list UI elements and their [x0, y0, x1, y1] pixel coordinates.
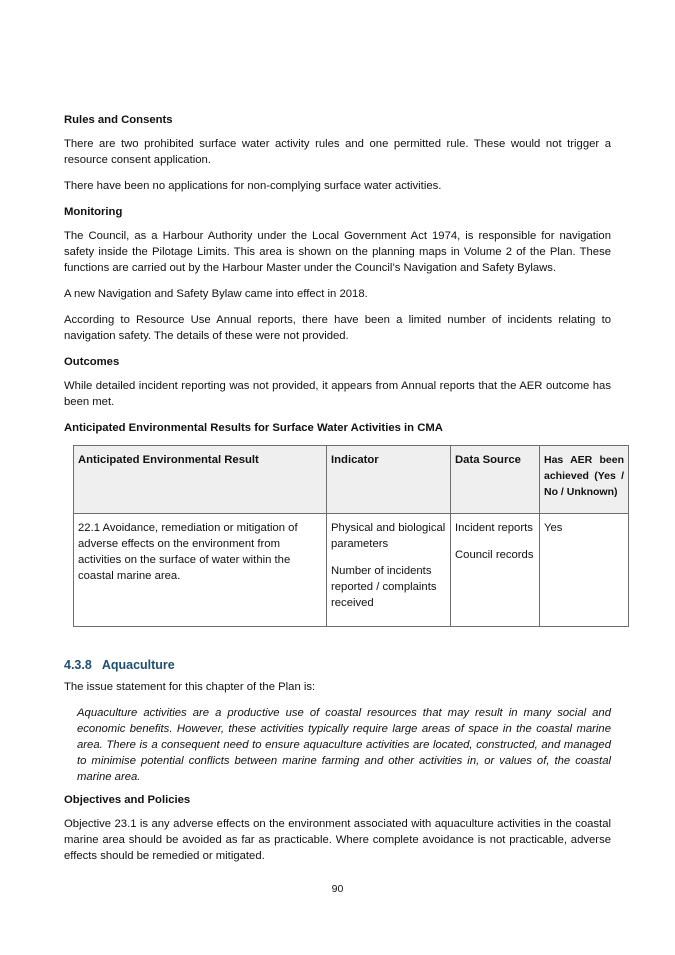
section-heading — [64, 657, 611, 673]
monitoring-heading: Monitoring — [64, 206, 123, 218]
rules-paragraph-1: There are two prohibited surface water activity rules and one permitted rule. These would not trigger a resource consent application. — [64, 138, 611, 166]
table-header-row — [74, 446, 629, 514]
source-line-1: Incident reports — [455, 522, 533, 534]
table-header-result: Anticipated Environmental Result — [74, 446, 327, 514]
cell-achieved: Yes — [540, 514, 629, 627]
indicator-line-1: Physical and biological parameters — [331, 522, 446, 550]
page-number: 90 — [331, 883, 344, 895]
table-title: Anticipated Environmental Results for Surface Water Activities in CMA — [64, 422, 443, 434]
table-header-source: Data Source — [451, 446, 540, 514]
page-content — [64, 112, 624, 874]
issue-statement-quote: Aquaculture activities are a productive use of coastal resources that may result in many social and economic benefits. However, these activities typically require large areas of space in the coastal marine area. There is a consequent need to ensure aquaculture activities are located, constructed, and managed to minimise potential conflicts between marine farming and other activities in, or values of, the coastal marine area. — [77, 707, 611, 783]
section-intro: The issue statement for this chapter of the Plan is: — [64, 681, 316, 693]
aer-table — [73, 445, 629, 627]
monitoring-paragraph-2: A new Navigation and Safety Bylaw came into effect in 2018. — [64, 288, 368, 300]
objectives-heading: Objectives and Policies — [64, 794, 191, 806]
outcomes-paragraph: While detailed incident reporting was not provided, it appears from Annual reports that the AER outcome has been met. — [64, 380, 611, 408]
cell-indicator — [327, 514, 451, 627]
section-title: Aquaculture — [101, 658, 175, 672]
indicator-line-2: Number of incidents reported / complaints received — [331, 565, 437, 609]
objectives-paragraph: Objective 23.1 is any adverse effects on the environment associated with aquaculture activities in the coastal marine area should be avoided as far as practicable. Where complete avoidance is not practicable, adverse effects should be remedied or mitigated. — [64, 818, 611, 862]
table-row — [74, 514, 629, 627]
table-header-indicator: Indicator — [327, 446, 451, 514]
source-line-2: Council records — [455, 549, 534, 561]
rules-paragraph-2: There have been no applications for non-complying surface water activities. — [64, 180, 442, 192]
monitoring-paragraph-3: According to Resource Use Annual reports, there have been a limited number of incidents relating to navigation safety. The details of these were not provided. — [64, 314, 611, 342]
rules-heading: Rules and Consents — [64, 114, 173, 126]
table-header-achieved: Has AER been achieved (Yes / No / Unknown) — [540, 446, 629, 514]
outcomes-heading: Outcomes — [64, 356, 120, 368]
cell-result: 22.1 Avoidance, remediation or mitigation of adverse effects on the environment from activities on the surface of water within the coastal marine area. — [74, 514, 327, 627]
section-number: 4.3.8 — [64, 658, 92, 672]
cell-source — [451, 514, 540, 627]
monitoring-paragraph-1: The Council, as a Harbour Authority under the Local Government Act 1974, is responsible for navigation safety inside the Pilotage Limits. This area is shown on the planning maps in Volume 2 of the Plan. These functions are carried out by the Harbour Master under the Council’s Navigation and Safety Bylaws. — [64, 230, 611, 274]
